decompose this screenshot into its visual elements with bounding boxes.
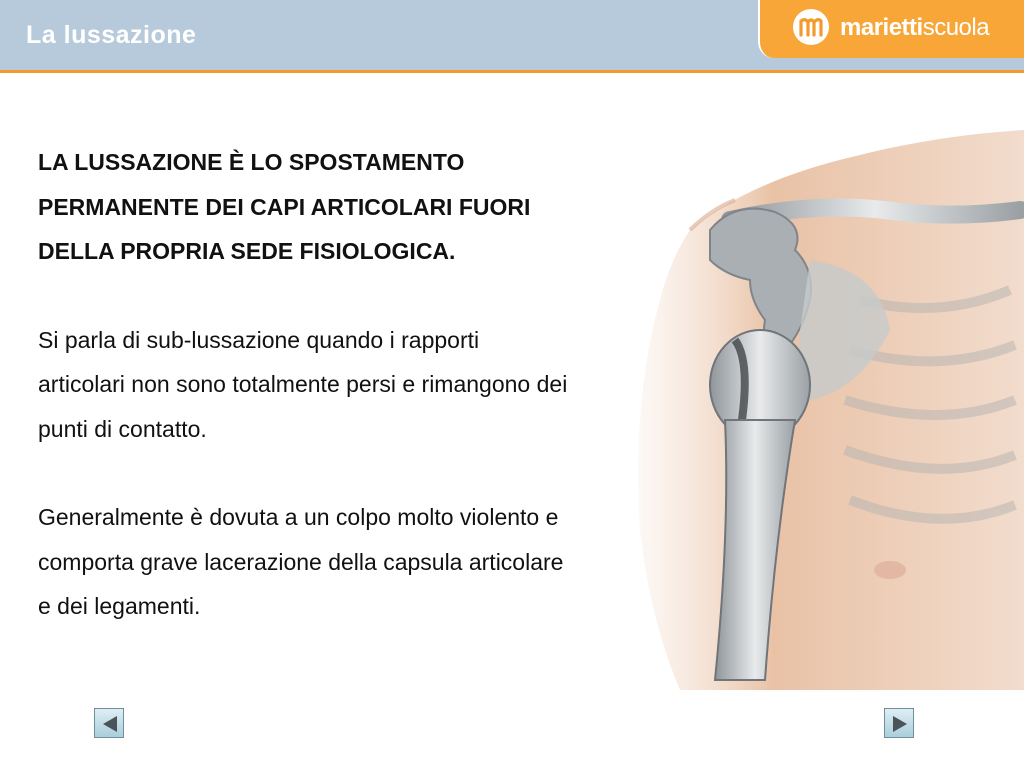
page-title: La lussazione: [26, 21, 197, 49]
sublussation-paragraph: Si parla di sub-lussazione quando i rapporti articolari non sono totalmente persi e rimangono dei punti di contatto.: [38, 326, 568, 442]
brand-name-bold: marietti: [840, 14, 923, 41]
header-divider: [0, 70, 1024, 73]
cause-paragraph: Generalmente è dovuta a un colpo molto violento e comporta grave lacerazione della capsula articolare e dei legamenti.: [38, 504, 564, 619]
definition-heading: LA LUSSAZIONE È LO SPOSTAMENTO PERMANENTE DEI CAPI ARTICOLARI FUORI DELLA PROPRIA SEDE FISIOLOGICA.: [38, 149, 531, 264]
previous-slide-button[interactable]: [94, 708, 124, 738]
triangle-left-icon: [95, 709, 125, 739]
slide-content: [38, 140, 568, 629]
brand-logo-tab: [758, 0, 1024, 58]
shoulder-dislocation-illustration: [560, 100, 1024, 690]
brand-name: [840, 14, 989, 42]
triangle-right-icon: [885, 709, 915, 739]
brand-name-light: scuola: [922, 14, 990, 41]
next-slide-button[interactable]: [884, 708, 914, 738]
marietti-m-logo-icon: [792, 8, 830, 46]
